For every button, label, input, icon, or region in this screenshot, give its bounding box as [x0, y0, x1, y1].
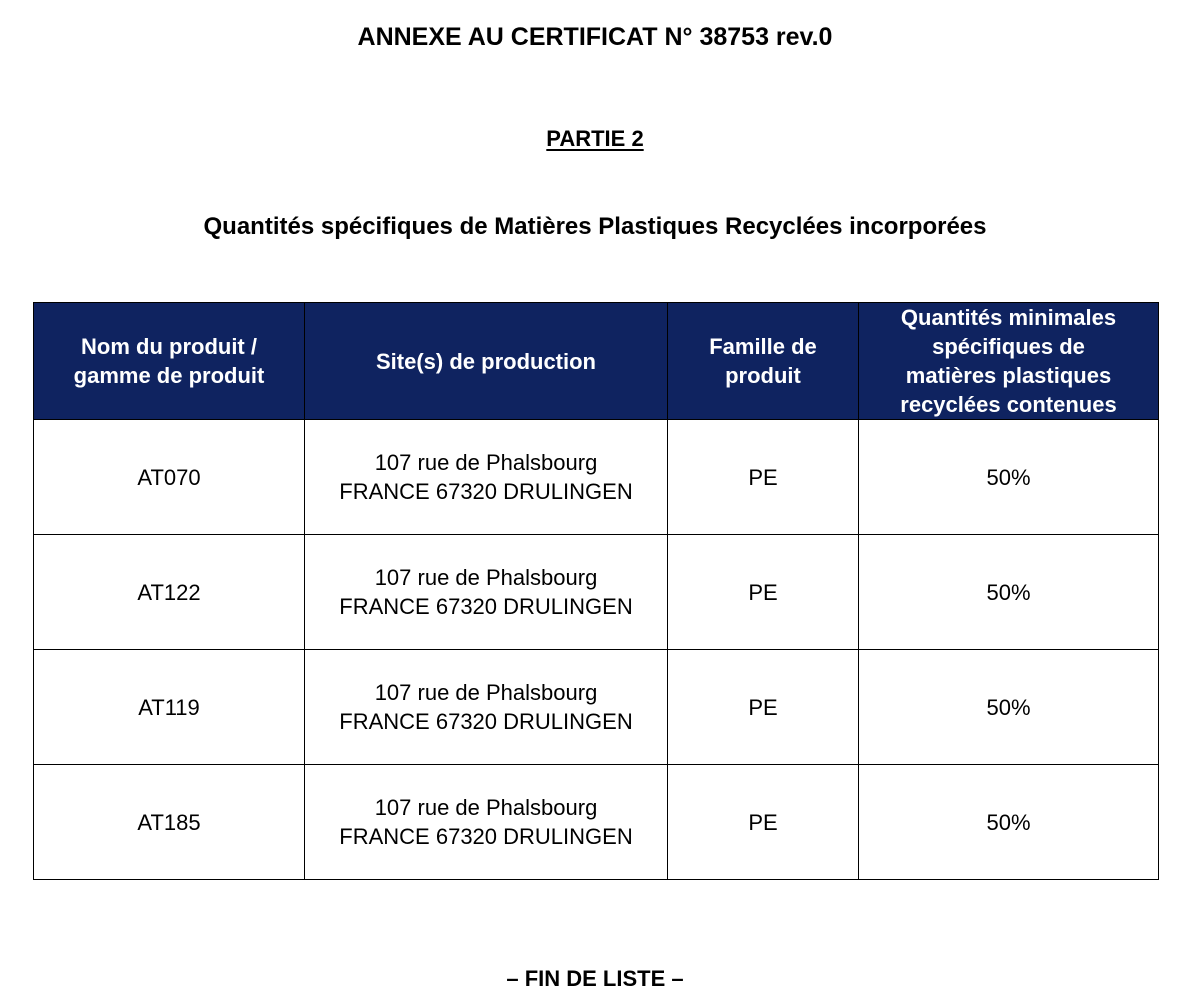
- column-header-minimum-quantity: [859, 303, 1159, 420]
- column-header-line: gamme de produit: [73, 363, 265, 388]
- site-address-line: 107 rue de Phalsbourg: [374, 565, 598, 590]
- quantity-cell: 50%: [859, 535, 1159, 650]
- table-row: [34, 765, 1159, 880]
- column-header-line: Quantités minimales: [900, 305, 1117, 330]
- column-header-line: Site(s) de production: [376, 348, 596, 374]
- recycled-plastics-table: [33, 302, 1159, 880]
- product-cell: AT122: [34, 535, 305, 650]
- product-cell: AT070: [34, 420, 305, 535]
- column-header-line: Nom du produit /: [81, 334, 257, 359]
- production-site-cell: [305, 765, 668, 880]
- site-address-line: 107 rue de Phalsbourg: [374, 680, 598, 705]
- column-header-line: produit: [725, 363, 801, 388]
- quantity-cell: 50%: [859, 650, 1159, 765]
- production-site-cell: [305, 535, 668, 650]
- product-family-cell: PE: [668, 420, 859, 535]
- site-address-line: 107 rue de Phalsbourg: [374, 795, 598, 820]
- product-family-cell: PE: [668, 765, 859, 880]
- table-row: [34, 420, 1159, 535]
- column-header-production-site: [305, 303, 668, 420]
- table-row: [34, 650, 1159, 765]
- product-family-cell: PE: [668, 535, 859, 650]
- site-address-line: FRANCE 67320 DRULINGEN: [339, 824, 633, 849]
- production-site-cell: [305, 650, 668, 765]
- site-address-line: FRANCE 67320 DRULINGEN: [339, 479, 633, 504]
- column-header-line: spécifiques de: [932, 334, 1085, 359]
- product-cell: AT119: [34, 650, 305, 765]
- quantity-cell: 50%: [859, 765, 1159, 880]
- product-family-cell: PE: [668, 650, 859, 765]
- column-header-line: matières plastiques: [905, 363, 1112, 388]
- column-header-line: recyclées contenues: [900, 392, 1117, 417]
- quantity-cell: 50%: [859, 420, 1159, 535]
- column-header-line: Famille de: [709, 334, 817, 359]
- table-row: [34, 535, 1159, 650]
- column-header-product: [34, 303, 305, 420]
- site-address-line: FRANCE 67320 DRULINGEN: [339, 709, 633, 734]
- column-header-product-family: [668, 303, 859, 420]
- document-subtitle: Quantités spécifiques de Matières Plastiques Recyclées incorporées: [203, 213, 987, 240]
- part-heading-label: PARTIE 2: [546, 126, 644, 151]
- site-address-line: 107 rue de Phalsbourg: [374, 450, 598, 475]
- site-address-line: FRANCE 67320 DRULINGEN: [339, 594, 633, 619]
- part-heading: [0, 124, 1190, 154]
- production-site-cell: [305, 420, 668, 535]
- document-title: ANNEXE AU CERTIFICAT N° 38753 rev.0: [357, 23, 833, 51]
- table-header-row: [34, 303, 1159, 420]
- product-cell: AT185: [34, 765, 305, 880]
- end-of-list-marker: – FIN DE LISTE –: [506, 966, 684, 991]
